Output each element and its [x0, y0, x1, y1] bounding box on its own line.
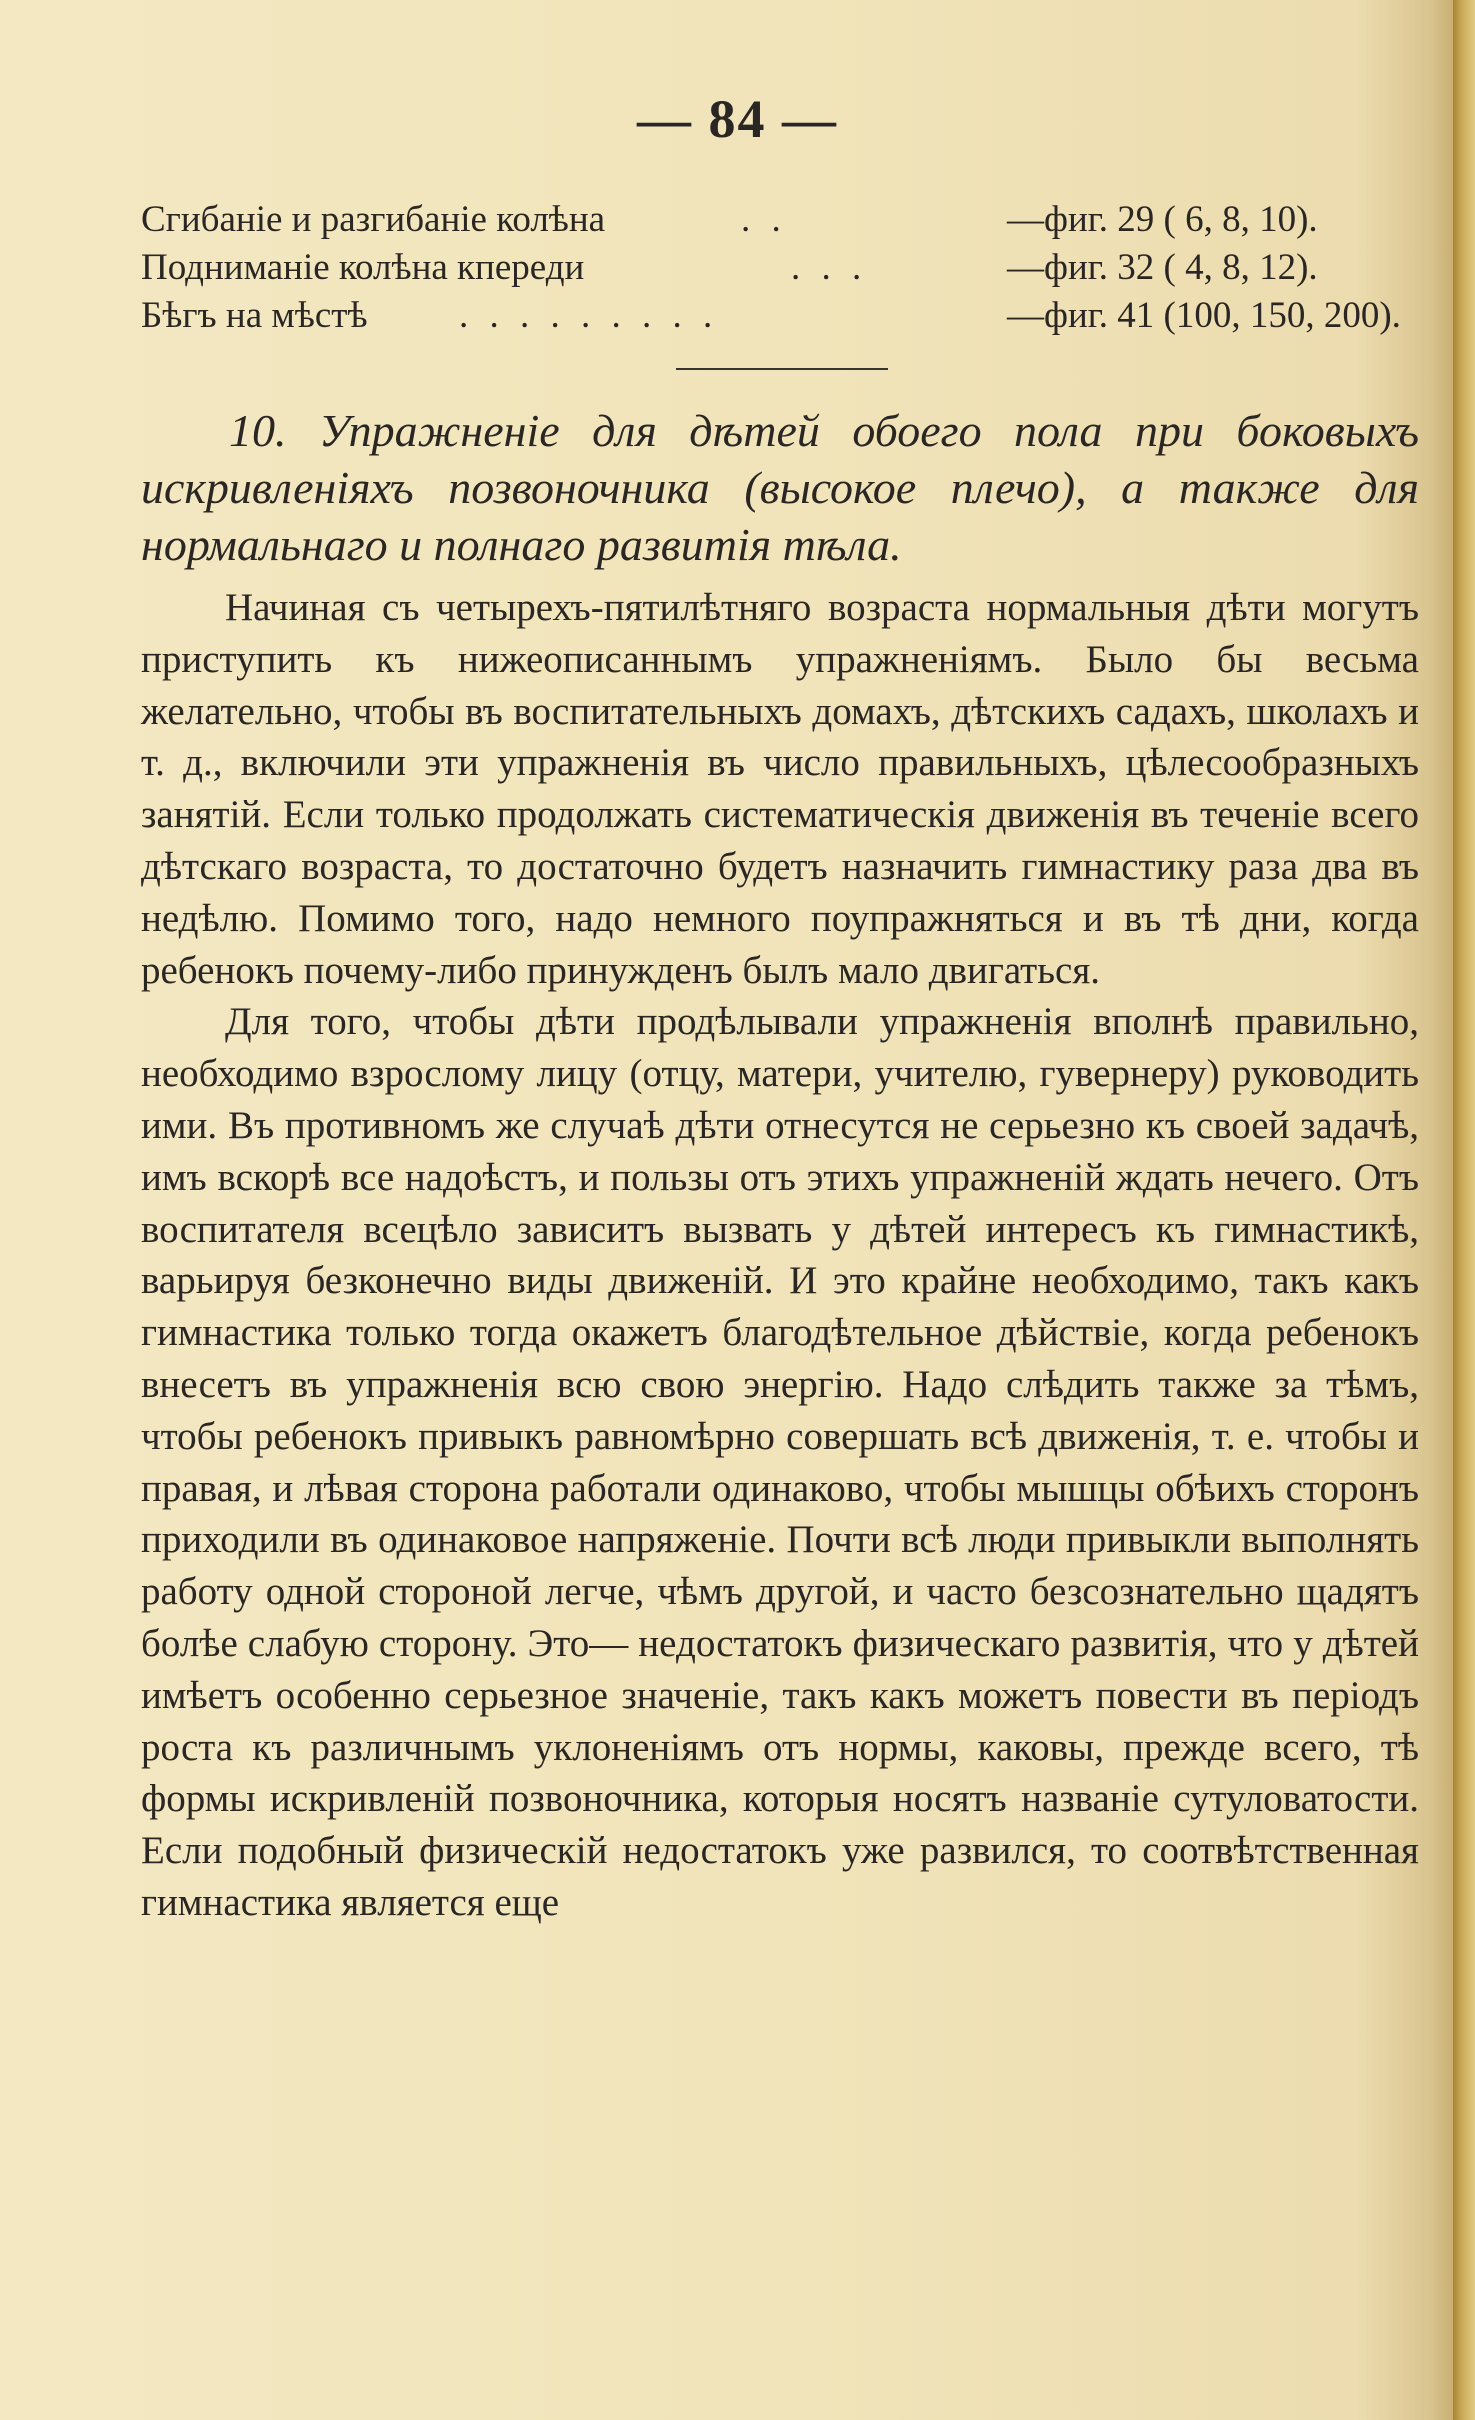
dot-leader: . . .	[791, 247, 868, 288]
paragraph: Для того, чтобы дѣти продѣлывали упражненія вполнѣ правильно, необходимо взрослому лицу (отцу, матери, учителю, гувернеру) руководить ими. Въ противномъ же случаѣ дѣти отнесутся не серьезно къ своей задачѣ, имъ вскорѣ все надоѣстъ, и пользы отъ этихъ упражненій ждать нечего. Отъ воспитателя всецѣло зависитъ вызвать у дѣтей интересъ къ гимнастикѣ, варьируя безконечно виды движеній. И это крайне необходимо, такъ какъ гимнастика только тогда окажетъ благодѣтельное дѣйствіе, когда ребенокъ внесетъ въ упражненія всю свою энергію. Надо слѣдить также за тѣмъ, чтобы ребенокъ привыкъ равномѣрно совершать всѣ движенія, т. е. чтобы и правая, и лѣвая сторона работали одинаково, чтобы мышцы обѣихъ сторонъ приходили въ одинаковое напряженіе. Почти всѣ люди привыкли выполнять работу одной стороной легче, чѣмъ другой, и часто безсознательно щадятъ болѣе слабую сторону. Это— недостатокъ физическаго развитія, что у дѣтей имѣетъ особенно серьезное значеніе, такъ какъ можетъ повести въ періодъ роста къ различнымъ уклоненіямъ отъ нормы, каковы, прежде всего, тѣ формы искривленій позвоночника, которыя носятъ названіе сутуловатости. Если подобный физическій недостатокъ уже развился, то соотвѣтственная гимнастика является еще	[141, 1000, 1419, 1924]
page-number: — 84 —	[637, 89, 838, 149]
section-heading: 10. Упражненіе для дѣтей обоего пола при боковыхъ искривленіяхъ позвоночника (высокое плечо), а также для нормальнаго и полнаго развитія тѣла.	[141, 405, 1419, 570]
figure-reference: —фиг. 41 (100, 150, 200).	[1007, 295, 1401, 336]
figure-reference: —фиг. 32 ( 4, 8, 12).	[1007, 247, 1318, 288]
dot-leader: . .	[741, 199, 787, 240]
exercise-list-item	[141, 292, 1401, 340]
exercise-name: Бѣгъ на мѣстѣ	[141, 295, 368, 336]
body-text	[141, 582, 1419, 1929]
exercise-list-item	[141, 244, 1391, 292]
exercise-list-item	[141, 196, 1391, 244]
page-edge	[1453, 0, 1475, 2420]
paragraph: Начиная съ четырехъ-пятилѣтняго возраста нормальныя дѣти могутъ приступить къ нижеописаннымъ упражненіямъ. Было бы весьма желательно, чтобы въ воспитательныхъ домахъ, дѣтскихъ садахъ, школахъ и т. д., включили эти упражненія въ число правильныхъ, цѣлесообразныхъ занятій. Если только продолжать систематическія движенія въ теченіе всего дѣтскаго возраста, то достаточно будетъ назначить гимнастику раза два въ недѣлю. Помимо того, надо немного поупражняться и въ тѣ дни, когда ребенокъ почему-либо принужденъ былъ мало двигаться.	[141, 586, 1419, 992]
dot-leader: . . . . . . . . .	[459, 295, 719, 336]
exercise-name: Подниманіе колѣна кпереди	[141, 247, 585, 288]
section-divider	[676, 368, 888, 370]
exercise-name: Сгибаніе и разгибаніе колѣна	[141, 199, 606, 240]
figure-reference: —фиг. 29 ( 6, 8, 10).	[1007, 199, 1318, 240]
exercise-list	[141, 196, 1401, 340]
